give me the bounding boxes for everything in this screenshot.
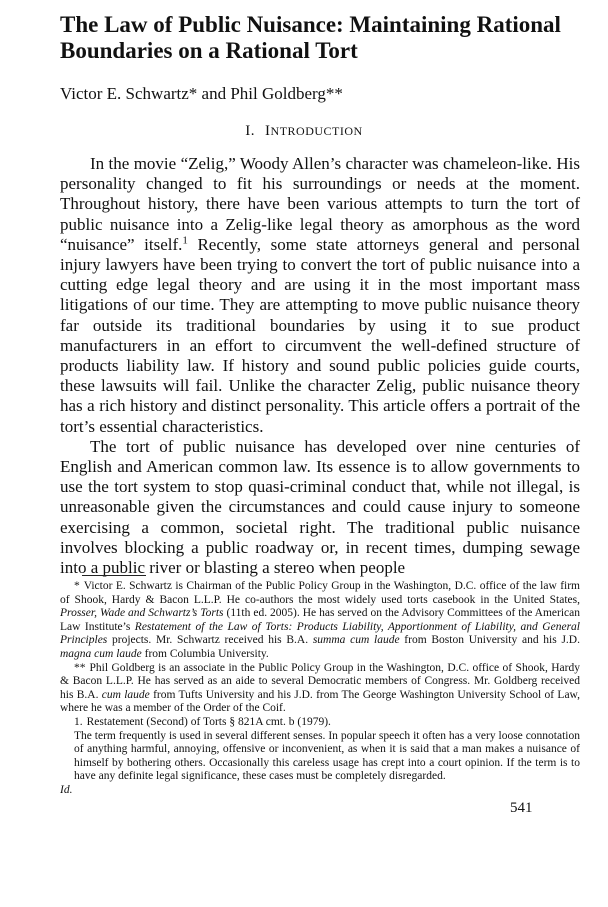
footnote-citation: Restatement (Second) of Torts § 821A cmt. b (1979). bbox=[86, 715, 331, 728]
footnote-italic: cum laude bbox=[101, 688, 150, 701]
footnote-italic: summa cum laude bbox=[312, 634, 400, 647]
page-number: 541 bbox=[510, 800, 533, 816]
footnote-divider bbox=[82, 575, 146, 576]
footnote-text: (11th ed. 2005). He has served on the Advisory Committees of the American Law Institute’s bbox=[60, 607, 581, 633]
footnotes bbox=[60, 580, 580, 798]
author-line: Victor E. Schwartz* and Phil Goldberg** bbox=[60, 84, 343, 103]
footnote-marker: * bbox=[74, 580, 80, 592]
footnote-author-2 bbox=[60, 662, 580, 716]
footnote-author-1 bbox=[60, 580, 580, 662]
section-title-rest: NTRODUCTION bbox=[270, 124, 363, 138]
footnote-text: from Tufts University and his J.D. from The George Washington University School of Law, where he was a member of the Order of the Coif. bbox=[60, 688, 580, 715]
id-citation: Id. bbox=[60, 783, 73, 796]
article-title bbox=[60, 12, 580, 64]
footnote-quote: The term frequently is used in several different senses. In popular speech it often has a very loose connotation of anything harmful, annoying, offensive or inconvenient, as when it is said that a man makes a nuisance of himself by bothering others. Occasionally this careless usage has crept into a court opinion. If the term is to have any definite legal significance, these cases must be completely disregarded. bbox=[74, 729, 580, 783]
paragraph-1-part-1: In the movie “Zelig,” Woody Allen’s character was chameleon-like. His personality changed to fit his surroundings or needs at the moment. Throughout history, there have been various attempts to turn the tort of public nuisance into a Zelig-like legal theory as amorphous as the word “nuisance” itself. bbox=[60, 154, 580, 254]
footnote-marker: ** bbox=[74, 661, 86, 674]
section-title-initial: I bbox=[265, 123, 271, 139]
paragraph-2: The tort of public nuisance has developed over nine centuries of English and American common law. Its essence is to allow governments to use the tort system to stop quasi-criminal conduct that, while not illegal, is unreasonable given the circumstances and could cause injury to someone exercising a common, societal right. The traditional public nuisance involves blocking a public roadway or, in recent times, dumping sewage into a public river or blasting a stereo when people bbox=[60, 436, 580, 578]
footnote-italic: magna cum laude bbox=[60, 647, 142, 660]
footnote-text: Phil Goldberg is an associate in the Public Policy Group in the Washington, D.C. office of Shook, Hardy & Bacon L.L.P. He has served as an aide to several Democratic members of Congress. Mr. Goldberg received his B.A. bbox=[60, 661, 580, 701]
footnote-text: from Columbia University. bbox=[141, 647, 269, 660]
section-heading bbox=[0, 123, 608, 140]
paragraph-1 bbox=[60, 154, 580, 437]
footnote-text: from Boston University and his J.D. bbox=[399, 634, 580, 647]
section-number: I. bbox=[245, 123, 256, 139]
footnote-text: projects. Mr. Schwartz received his B.A. bbox=[107, 634, 313, 647]
footnote-1 bbox=[60, 716, 580, 730]
footnote-ref-1[interactable]: 1 bbox=[182, 234, 188, 247]
title-line-2: Boundaries on a Rational Tort bbox=[60, 38, 358, 63]
title-line-1: The Law of Public Nuisance: Maintaining Rational bbox=[60, 12, 561, 37]
footnote-italic: Restatement of the Law of Torts: Products Liability, Apportionment of Liability, and General Principles bbox=[60, 620, 580, 647]
paragraph-1-part-2: Recently, some state attorneys general and personal injury lawyers have been trying to convert the tort of public nuisance into a cutting edge legal theory and are using it in the most important mass litigations of our time. They are attempting to move public nuisance theory far outside its traditional boundaries by using it to sue product manufacturers in an effort to circumvent the well-defined structure of products liability law. If history and sound public policies guide courts, these lawsuits will fail. Unlike the character Zelig, public nuisance theory has a rich history and distinct personality. This article offers a portrait of the tort’s essential characteristics. bbox=[60, 234, 580, 436]
footnote-text: Victor E. Schwartz is Chairman of the Public Policy Group in the Washington, D.C. office of the law firm of Shook, Hardy & Bacon L.L.P. He co-authors the most widely used torts casebook in the United States, bbox=[60, 580, 580, 606]
footnote-italic: Prosser, Wade and Schwartz’s Torts bbox=[60, 607, 224, 620]
body-text bbox=[60, 154, 580, 578]
footnote-marker: 1. bbox=[74, 715, 83, 728]
